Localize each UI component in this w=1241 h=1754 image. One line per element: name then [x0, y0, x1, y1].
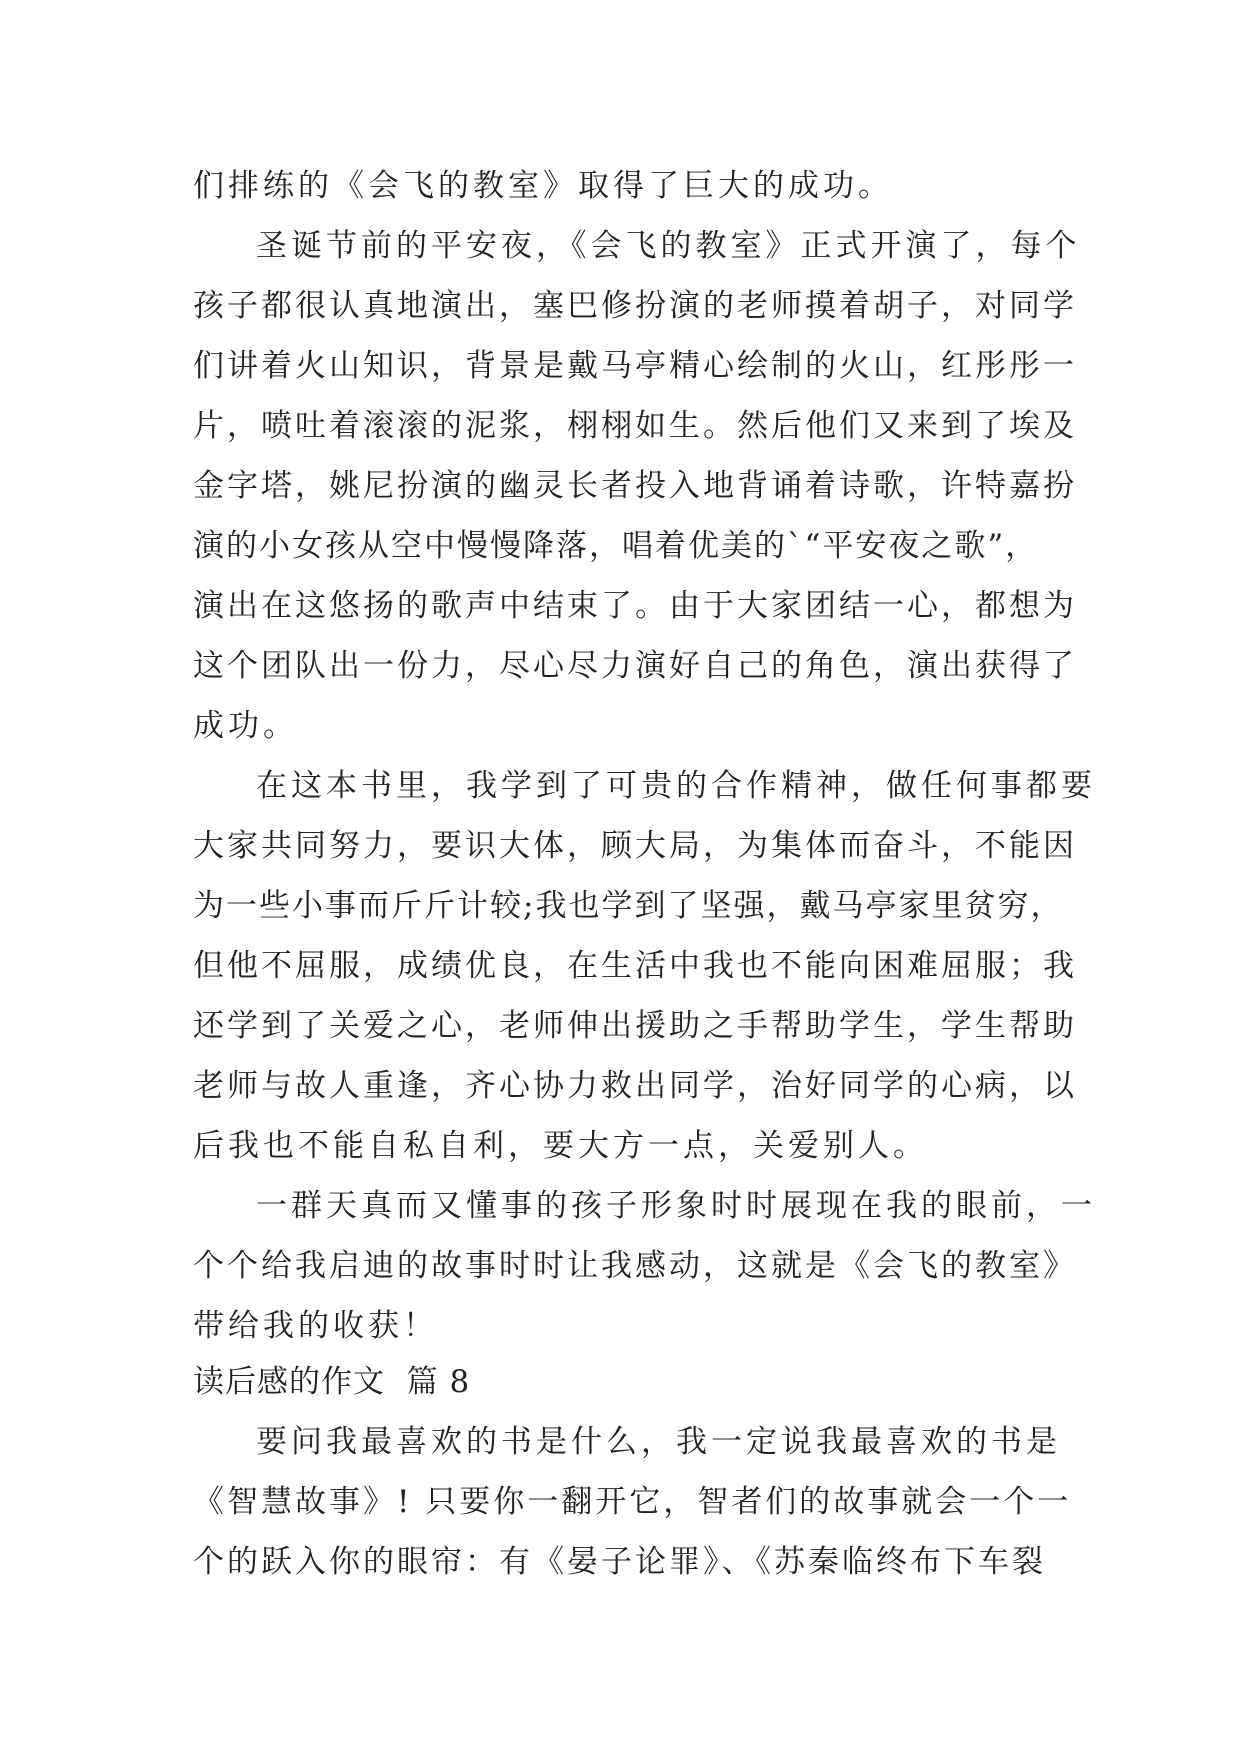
text-line: 金字塔，姚尼扮演的幽灵长者投入地背诵着诗歌，许特嘉扮 — [193, 468, 1077, 504]
section-heading: 读后感的作文 篇 8 — [193, 1364, 471, 1400]
text-line: 演出在这悠扬的歌声中结束了。由于大家团结一心，都想为 — [193, 588, 1077, 624]
text-line: 这个团队出一份力，尽心尽力演好自己的角色，演出获得了 — [193, 648, 1077, 684]
paragraph-first-line: 一群天真而又懂事的孩子形象时时展现在我的眼前，一 — [256, 1188, 1096, 1224]
text-line: 个的跃入你的眼帘：有《晏子论罪》、《苏秦临终布下车裂 — [193, 1544, 1046, 1580]
text-line: 个个给我启迪的故事时时让我感动，这就是《会飞的教室》 — [193, 1248, 1077, 1284]
text-line: 孩子都很认真地演出，塞巴修扮演的老师摸着胡子，对同学 — [193, 288, 1077, 324]
text-line: 后我也不能自私自利，要大方一点，关爱别人。 — [193, 1128, 928, 1164]
text-line: 演的小女孩从空中慢慢降落，唱着优美的`“平安夜之歌”， — [193, 528, 1039, 564]
text-line: 为一些小事而斤斤计较;我也学到了坚强，戴马亭家里贫穷， — [193, 888, 1064, 924]
text-line: 们排练的《会飞的教室》取得了巨大的成功。 — [193, 168, 893, 204]
text-line: 片，喷吐着滚滚的泥浆，栩栩如生。然后他们又来到了埃及 — [193, 408, 1077, 444]
text-line: 但他不屈服，成绩优良，在生活中我也不能向困难屈服；我 — [193, 948, 1077, 984]
text-line: 《智慧故事》! 只要你一翻开它，智者们的故事就会一个一 — [193, 1484, 1072, 1520]
paragraph-first-line: 圣诞节前的平安夜，《会飞的教室》正式开演了，每个 — [256, 228, 1081, 264]
text-line: 们讲着火山知识，背景是戴马亭精心绘制的火山，红彤彤一 — [193, 348, 1077, 384]
text-line: 成功。 — [193, 708, 298, 744]
paragraph-first-line: 在这本书里，我学到了可贵的合作精神，做任何事都要 — [256, 768, 1096, 804]
text-line: 带给我的收获！ — [193, 1308, 438, 1344]
text-line: 还学到了关爱之心，老师伸出援助之手帮助学生，学生帮助 — [193, 1008, 1077, 1044]
paragraph-first-line: 要问我最喜欢的书是什么，我一定说我最喜欢的书是 — [256, 1424, 1061, 1460]
text-line: 大家共同努力，要识大体，顾大局，为集体而奋斗，不能因 — [193, 828, 1077, 864]
text-line: 老师与故人重逢，齐心协力救出同学，治好同学的心病，以 — [193, 1068, 1077, 1104]
